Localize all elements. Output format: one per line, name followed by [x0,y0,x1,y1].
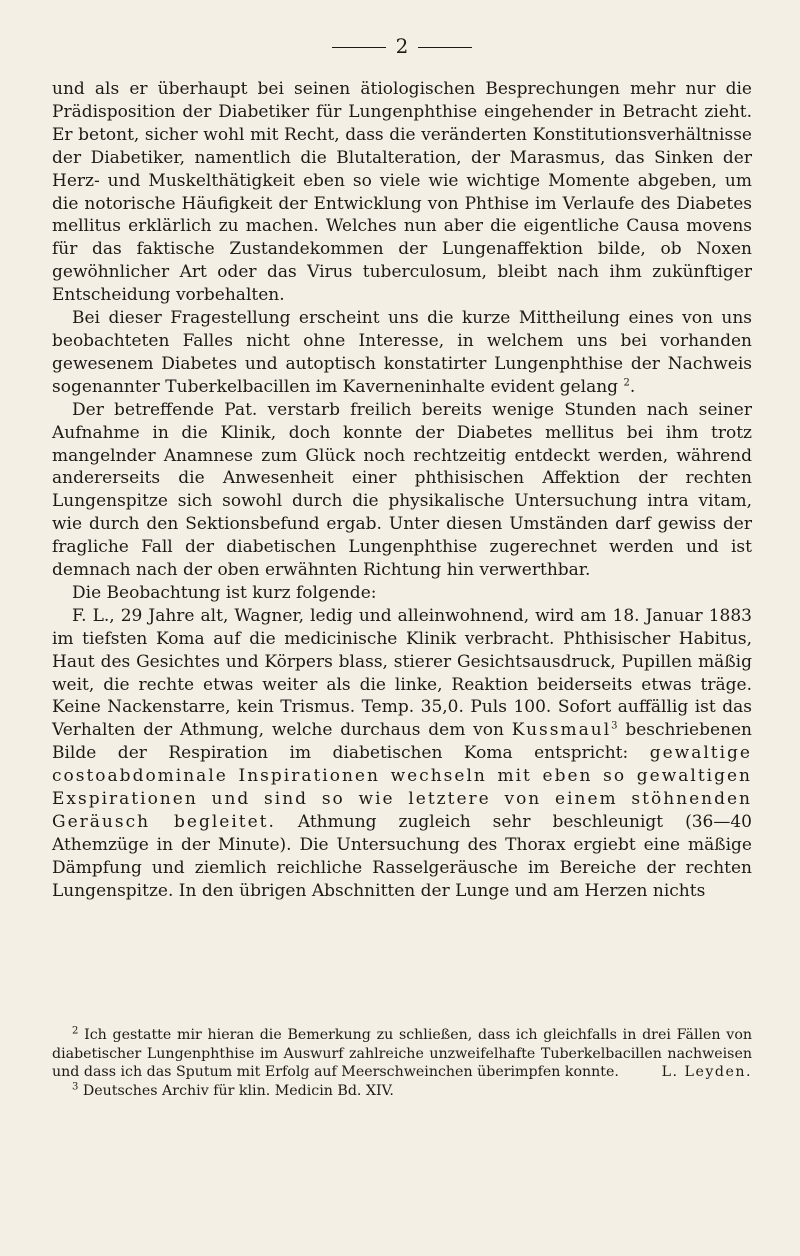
footnote-3-text: Deutsches Archiv für klin. Medicin Bd. XIV. [82,1082,394,1099]
case-emphasis-text: gewaltige costoabdominale Inspirationen wechseln mit eben so gewaltigen Exspirationen und sind so wie letztere von einem stöhnenden Geräusch begleitet. [52,743,752,832]
page-number: 2 [395,34,409,58]
paragraph-4 [52,582,752,605]
page-number-dash-left [332,47,386,48]
paragraph-2-end: . [629,376,636,397]
author-name-kussmaul: Kussmaul [511,720,612,741]
case-text-part-1: F. L., 29 Jahre alt, Wagner, ledig und alleinwohnend, wird am 18. Januar 1883 im tiefsten Koma auf die medicinische Klinik verbracht. Phthisischer Habitus, Haut des Gesichtes und Körpers blass, stierer Gesichtsausdruck, Pupillen mäßig weit, die rechte etwas weiter als die linke, Reaktion beiderseits etwas träge. Keine Nackenstarre, kein Trismus. Temp. 35,0. Puls 100. Sofort auffällig ist das Verhalten der Athmung, welche durchaus dem von [52,605,752,741]
body-text [52,78,752,903]
footnote-3 [52,1082,752,1101]
paragraph-3 [52,399,752,582]
paragraph-3-text: Der betreffende Pat. verstarb freilich bereits wenige Stunden nach seiner Aufnahme in die Klinik, doch konnte der Diabetes mellitus bei ihm trotz mangelnder Anamnese zum Glück noch rechtzeitig entdeckt werden, während andererseits die Anwesenheit einer phthisischen Affektion der rechten Lungenspitze sich sowohl durch die physikalische Untersuchung intra vitam, wie durch den Sektionsbefund ergab. Unter diesen Umständen darf gewiss der fragliche Fall der diabetischen Lungenphthise zugerechnet werden und ist demnach nach der oben erwähnten Richtung hin verwerthbar. [52,399,752,581]
paragraph-1-text: und als er überhaupt bei seinen ätiologischen Besprechungen mehr nur die Prädisposition der Diabetiker für Lungenphthise eingehender in Betracht zieht. Er betont, sicher wohl mit Recht, dass die veränderten Konstitutionsverhältnisse der Diabetiker, namentlich die Blutalteration, der Marasmus, das Sinken der Herz- und Muskelthätigkeit eben so viele wie wichtige Momente abgeben, um die notorische Häufigkeit der Entwicklung von Phthise im Verlaufe des Diabetes mellitus erklärlich zu machen. Welches nun aber die eigentliche Causa movens für das faktische Zustandekommen der Lungenaffektion bilde, ob Noxen gewöhnlicher Art oder das Virus tuberculosum, bleibt nach ihm zukünftiger Entscheidung vorbehalten. [52,79,752,306]
case-text-part-2: beschriebenen Bilde der Respiration im diabetischen Koma entspricht: [52,720,752,764]
footnote-2-text: Ich gestatte mir hieran die Bemerkung zu schließen, dass ich gleichfalls in drei Fällen von diabetischer Lungenphthise im Auswurf zahlreiche unzweifelhafte Tuberkelbacillen nachweisen und dass ich das Sputum mit Erfolg auf Meerschweinchen überimpfen konnte. [52,1027,752,1080]
footnote-ref-3[interactable]: 3 [611,720,618,732]
footnotes [52,1026,752,1100]
footnote-2-number: 2 [72,1025,79,1037]
paragraph-1 [52,78,752,307]
page-number-line [52,34,752,58]
paragraph-2 [52,307,752,399]
case-paragraph [52,605,752,903]
footnote-2-signature: L. Leyden. [661,1064,752,1080]
footnote-3-number: 3 [72,1080,79,1092]
page-number-dash-right [418,47,472,48]
document-page [52,34,752,1234]
case-text-part-3: Athmung zugleich sehr beschleunigt (36—40 Athemzüge in der Minute). Die Untersuchung des Thorax ergiebt eine mäßige Dämpfung und ziemlich reichliche Rasselgeräusche im Bereiche der rechten Lungenspitze. In den übrigen Abschnitten der Lunge und am Herzen nichts [52,812,753,901]
paragraph-2-text: Bei dieser Fragestellung erscheint uns die kurze Mittheilung eines von uns beobachteten Falles nicht ohne Interesse, in welchem uns bei vorhanden gewesenem Diabetes und autoptisch konstatirter Lungenphthise der Nachweis sogenannter Tuberkelbacillen im Kaverneninhalte evident gelang [52,308,752,397]
footnote-ref-2[interactable]: 2 [623,377,630,389]
paragraph-4-text: Die Beobachtung ist kurz folgende: [72,582,377,603]
